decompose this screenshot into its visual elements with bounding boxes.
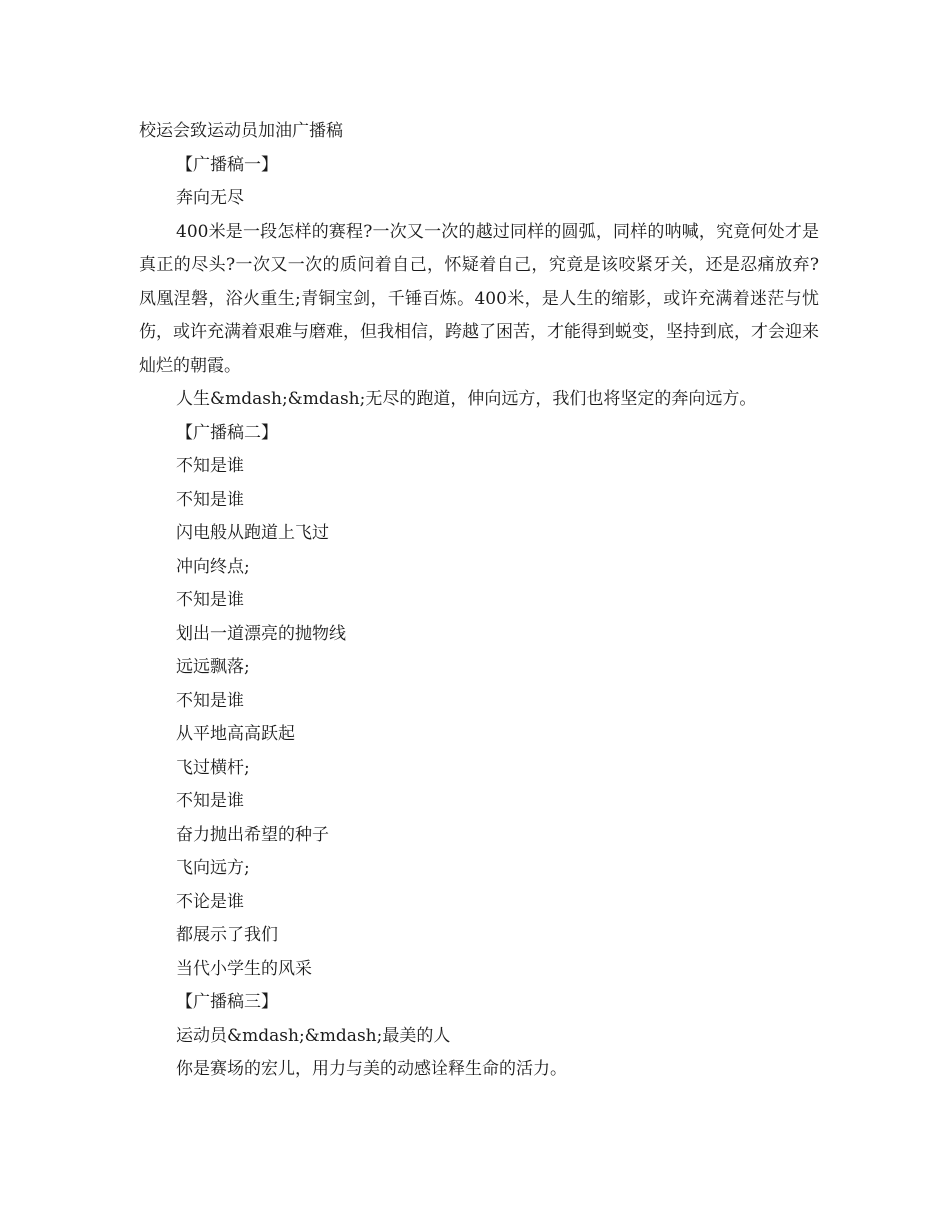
poem-line: 都展示了我们 [176,925,278,945]
poem-line: 飞过横杆; [176,757,250,778]
poem-line: 划出一道漂亮的抛物线 [176,623,346,644]
poem-line: 闪电般从跑道上飞过 [176,523,329,543]
poem-line: 奋力抛出希望的种子 [176,824,329,845]
document-body [139,115,819,1087]
section-1-closing-line: 人生&mdash;&mdash;无尽的跑道，伸向远方，我们也将坚定的奔向远方。 [176,389,757,409]
poem-line: 从平地高高跃起 [176,724,295,744]
poem-line: 不知是谁 [176,791,244,811]
section-1-paragraph: 400米是一段怎样的赛程?一次又一次的越过同样的圆弧，同样的呐喊，究竟何处才是真正的尽头?一次又一次的质问着自己，怀疑着自己，究竟是该咬紧牙关，还是忍痛放弃?凤凰涅磐，浴火重生;青铜宝剑，千锤百炼。400米，是人生的缩影，或许充满着迷茫与忧伤，或许充满着艰难与磨难，但我相信，跨越了困苦，才能得到蜕变，坚持到底，才会迎来灿烂的朝霞。 [139,221,819,376]
poem-line: 不论是谁 [176,891,244,912]
section-heading-2: 【广播稿二】 [176,422,278,443]
poem-line: 不知是谁 [176,456,244,476]
poem-lines [139,450,819,986]
poem-line: 飞向远方; [176,858,250,878]
poem-line: 远远飘落; [176,657,250,677]
poem-line: 不知是谁 [176,489,244,510]
poem-line: 不知是谁 [176,690,244,711]
poem-line: 冲向终点; [176,556,250,577]
section-heading-1: 【广播稿一】 [176,154,278,175]
section-heading-3: 【广播稿三】 [176,992,278,1012]
section-subtitle-1: 奔向无尽 [176,188,244,208]
poem-line: 当代小学生的风采 [176,958,312,979]
document-title: 校运会致运动员加油广播稿 [139,121,343,141]
poem-line: 不知是谁 [176,590,244,610]
section-subtitle-3: 运动员&mdash;&mdash;最美的人 [176,1025,451,1046]
section-3-paragraph: 你是赛场的宏儿，用力与美的动感诠释生命的活力。 [176,1059,567,1079]
